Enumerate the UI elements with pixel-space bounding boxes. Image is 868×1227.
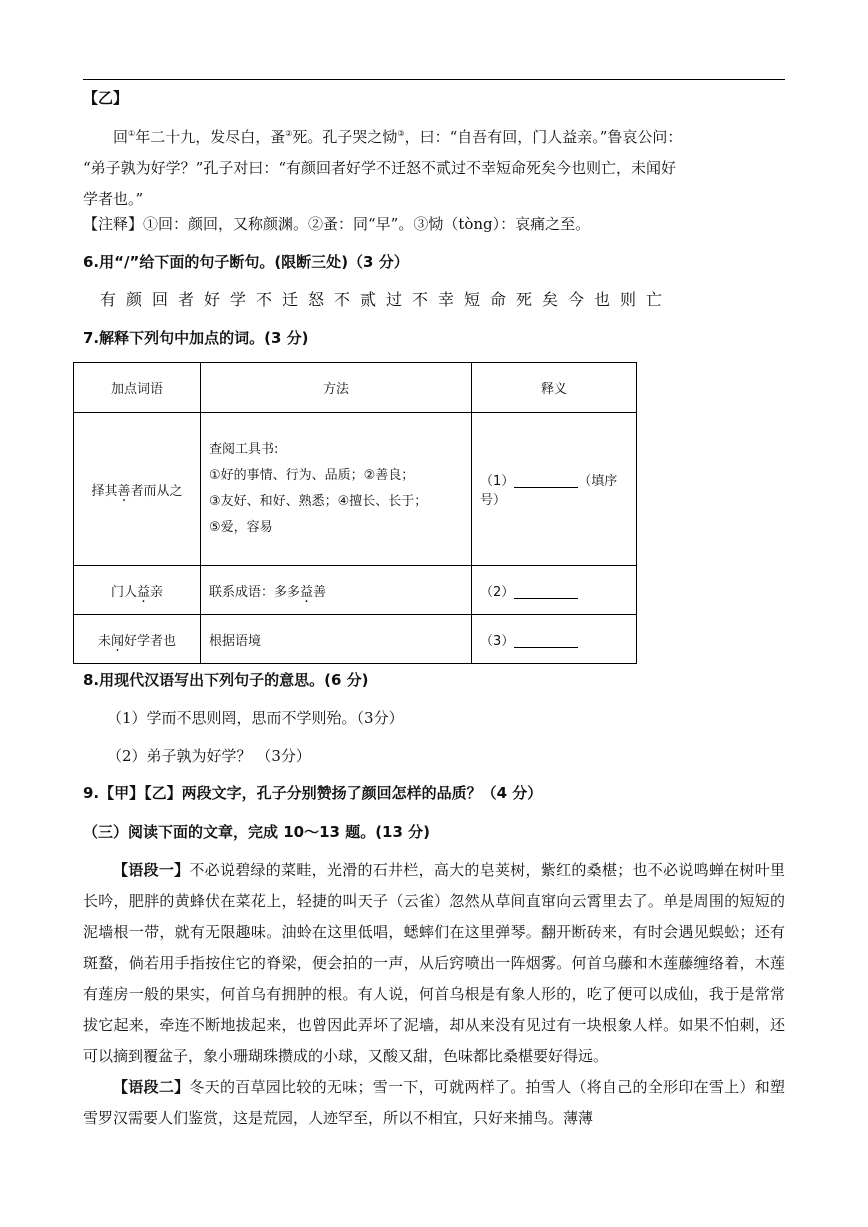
method-title: 查阅工具书: [209,442,279,457]
passage-yi-line3: 学者也。” [83,190,144,208]
table-cell-method [201,413,472,566]
dotted-word: 闻 [110,633,124,649]
method-item: ①好的事情、行为、品质；②善良； [209,468,415,483]
section-3-heading: （三）阅读下面的文章，完成 10～13 题。(13 分) [83,823,431,841]
passage-2-label: 【语段二】 [113,1078,190,1096]
table-row [74,615,637,664]
table-cell-answer [472,615,637,664]
question-9: 9.【甲】【乙】两段文字，孔子分别赞扬了颜回怎样的品质？（4 分） [83,784,543,802]
passage-1-text: 不必说碧绿的菜畦，光滑的石井栏，高大的皂荚树，紫红的桑椹；也不必说鸣蝉在树叶里长吟，肥胖的黄蜂伏在菜花上，轻捷的叫天子（云雀）忽然从草间直窜向云霄里去了。单是周围的短短的泥墙根一带，就有无限趣味。油蛉在这里低唱，蟋蟀们在这里弹琴。翻开断砖来，有时会遇见蜈蚣；还有斑蝥，倘若用手指按住它的脊梁，便会拍的一声，从后窍喷出一阵烟雾。何首乌藤和木莲藤缠络着，木莲有莲房一般的果实，何首乌有拥肿的根。有人说，何首乌根是有象人形的，吃了便可以成仙，我于是常常拔它起来，牵连不断地拔起来，也曾因此弄坏了泥墙，却从来没有见过有一块根象人样。如果不怕刺，还可以摘到覆盆子，象小珊瑚珠攒成的小球，又酸又甜，色味都比桑椹要好得远。 [83,861,785,1065]
answer-blank[interactable] [514,635,578,648]
word-text: 者而从之 [130,483,183,499]
answer-blank[interactable] [514,475,578,488]
table-cell-answer [472,413,637,566]
table-row [74,413,637,566]
footnote-mark: ① [128,129,136,138]
table-cell-word [74,566,201,615]
method-text: 善 [313,584,327,600]
table-header: 释义 [472,363,637,413]
question-8-2: （2）弟子孰为好学？ （3分） [107,747,311,765]
passage-yi-line2: “弟子孰为好学？”孔子对曰：“有颜回者好学不迁怒不贰过不幸短命死矣今也则亡，未闻好 [83,159,677,177]
question-8: 8.用现代汉语写出下列句子的意思。(6 分) [83,671,369,689]
word-text: 择其 [91,483,118,499]
dotted-word: 善 [117,483,131,499]
question-6: 6.用“/”给下面的句子断句。(限断三处)（3 分） [83,253,409,271]
passage-1 [83,855,785,1072]
table-cell-method: 根据语境 [201,615,472,664]
word-text: 亲 [150,584,164,600]
method-text: 联系成语：多多 [209,584,301,600]
table-row [74,566,637,615]
answer-label: （1） [480,474,515,489]
table-header: 加点词语 [74,363,201,413]
question-8-1: （1）学而不思则罔，思而不学则殆。（3分） [107,709,404,727]
table-cell-word [74,615,201,664]
passage-yi-line1 [83,118,785,153]
table-header: 方法 [201,363,472,413]
passage-text: 年二十九，发尽白，蚤 [135,128,286,146]
question-7: 7.解释下列句中加点的词。(3 分) [83,329,309,347]
table-cell-method [201,566,472,615]
method-item: ⑤爱，容易 [209,520,273,535]
vocab-table [73,362,637,664]
answer-blank[interactable] [514,586,578,599]
table-cell-answer [472,566,637,615]
passage-yi [83,118,785,215]
top-rule [83,79,785,80]
passage-2 [83,1072,785,1134]
word-text: 好学者也 [124,633,177,649]
passage-text: 死。孔子哭之恸 [292,128,398,146]
question-6-sentence: 有颜回者好学不迁怒不贰过不幸短命死矣今也则亡 [100,290,673,309]
footnote-mark: ③ [397,129,405,138]
passage-2-text: 冬天的百草园比较的无味；雪一下，可就两样了。拍雪人（将自己的全形印在雪上）和塑雪罗汉需要人们鉴赏，这是荒园，人迹罕至，所以不相宜，只好来捕鸟。薄薄 [83,1078,785,1127]
dotted-word: 益 [136,584,150,600]
table-cell-word [74,413,201,566]
answer-note: （填序号） [480,474,618,508]
passage-1-label: 【语段一】 [113,861,190,879]
dotted-word: 益 [300,584,314,600]
passage-text: ，曰：“自吾有回，门人益亲。”鲁哀公问： [404,128,683,146]
answer-label: （3） [480,633,515,649]
section-yi-label: 【乙】 [83,89,129,107]
notes: 【注释】①回：颜回，又称颜渊。②蚤：同“早”。③恸（tòng）：哀痛之至。 [83,215,591,233]
word-text: 门人 [110,584,137,600]
footnote-mark: ② [285,129,293,138]
passage-text: 回 [113,128,129,146]
word-text: 未 [97,633,111,649]
method-item: ③友好、和好、熟悉；④擅长、长于； [209,494,428,509]
answer-label: （2） [480,584,515,600]
